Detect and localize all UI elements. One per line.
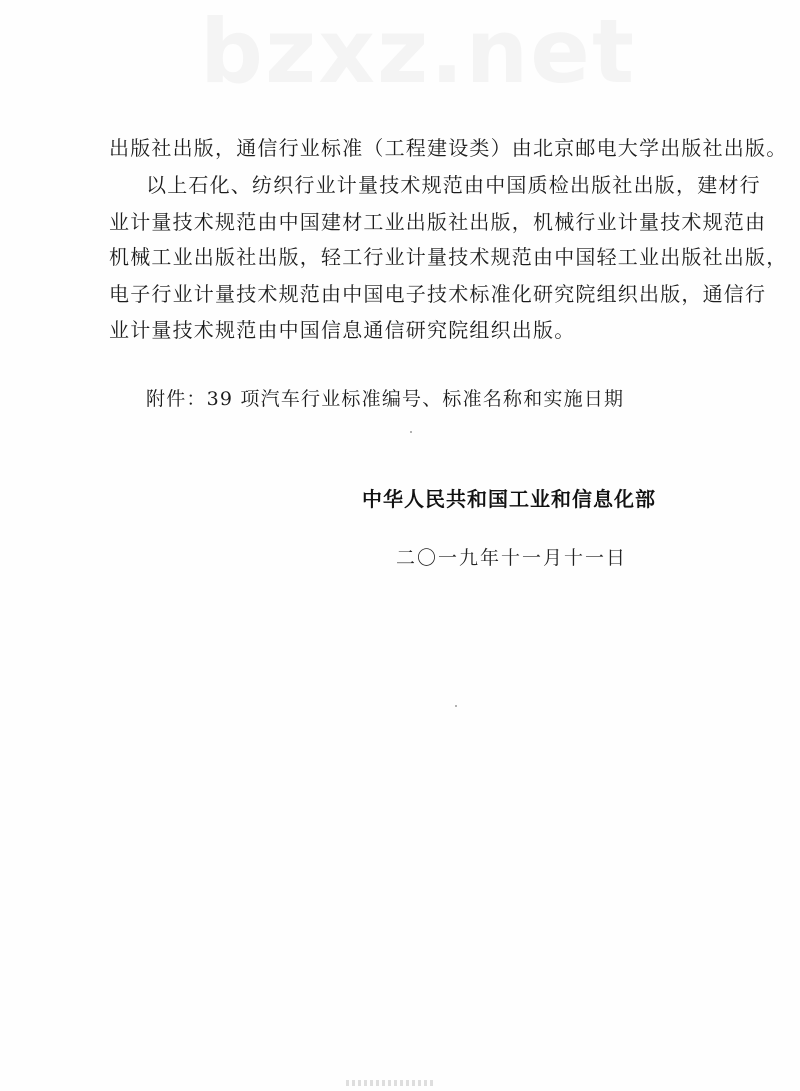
scan-speck <box>455 705 457 707</box>
body-line-2: 以上石化、纺织行业计量技术规范由中国质检出版社出版，建材行 <box>146 173 761 197</box>
scan-speck <box>410 431 412 433</box>
issuing-organization: 中华人民共和国工业和信息化部 <box>362 487 656 511</box>
body-line-6: 业计量技术规范由中国信息通信研究院组织出版。 <box>109 318 576 342</box>
issue-date: 二〇一九年十一月十一日 <box>396 547 628 569</box>
body-line-3: 业计量技术规范由中国建材工业出版社出版，机械行业计量技术规范由 <box>109 210 767 234</box>
footer-mark <box>346 1080 436 1086</box>
body-line-5: 电子行业计量技术规范由中国电子技术标准化研究院组织出版，通信行 <box>109 282 767 306</box>
watermark: bzxz.net <box>200 0 637 103</box>
attachment-line: 附件：39 项汽车行业标准编号、标准名称和实施日期 <box>146 388 625 410</box>
body-line-1: 出版社出版，通信行业标准（工程建设类）由北京邮电大学出版社出版。 <box>109 136 788 160</box>
body-line-4: 机械工业出版社出版，轻工行业计量技术规范由中国轻工业出版社出版， <box>109 245 788 269</box>
